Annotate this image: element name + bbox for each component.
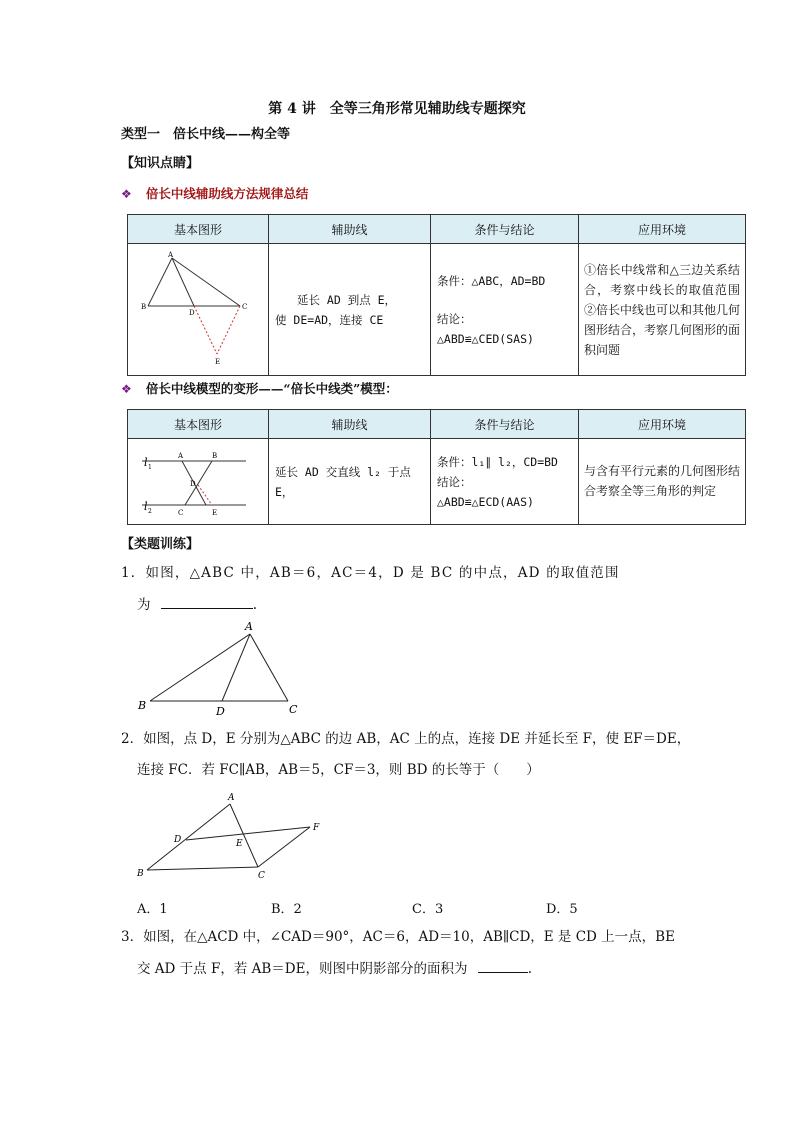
conclusion-label: 结论： <box>437 311 472 326</box>
method-table-1 <box>127 214 746 376</box>
conclusion-label: 结论： <box>437 474 472 489</box>
q3-suffix: . <box>527 961 533 977</box>
condition-cell <box>431 244 579 376</box>
environment-cell <box>579 244 746 376</box>
table-header-row <box>128 410 746 439</box>
conclusion-text: △ABD≌△ECD(AAS) <box>437 494 534 509</box>
condition-text: 条件：△ABC，AD=BD <box>437 273 546 288</box>
fig-label-e: E <box>212 509 218 517</box>
fig-label-a: A <box>245 620 253 633</box>
fig-label-l2: l <box>144 500 148 513</box>
q1-prefix: 为 <box>137 597 151 613</box>
diamond-bullet-icon: ❖ <box>121 187 132 201</box>
q2-option-b[interactable]: B．2 <box>271 902 302 917</box>
conclusion-text: △ABD≌△CED(SAS) <box>437 331 534 346</box>
knowledge-heading: 【知识点睛】 <box>121 156 200 171</box>
fig-label-a: A <box>178 452 184 460</box>
fig-label-d: D <box>174 835 182 845</box>
q2-option-a[interactable]: A．1 <box>137 902 168 917</box>
q3-answer-blank[interactable] <box>478 958 528 973</box>
method-table-2 <box>127 409 746 525</box>
fig-label-c: C <box>178 509 184 517</box>
q1-line-2 <box>137 594 257 615</box>
fig-label-a: A <box>168 251 174 259</box>
q3-line-2 <box>137 958 532 979</box>
q2-figure <box>130 788 330 884</box>
q1-figure <box>130 618 310 720</box>
fig-label-l2-sub: 2 <box>148 508 152 515</box>
bullet-2-title: 倍长中线模型的变形——“倍长中线类”模型： <box>145 381 398 396</box>
table-header-row <box>128 215 746 244</box>
header-aux-line: 辅助线 <box>269 215 431 244</box>
fig-label-d: D <box>216 705 225 718</box>
fig-label-l1: l <box>144 456 148 469</box>
q2-option-c[interactable]: C．3 <box>412 902 444 917</box>
q3-prefix: 交 AD 于点 F，若 AB＝DE，则图中阴影部分的面积为 <box>137 961 468 977</box>
fig-label-b: B <box>212 452 218 460</box>
practice-heading: 【类题训练】 <box>121 537 200 552</box>
header-basic-figure: 基本图形 <box>128 215 269 244</box>
fig-label-e: E <box>236 839 243 849</box>
condition-cell <box>431 439 579 525</box>
figure-cell <box>128 244 269 376</box>
diamond-bullet-icon: ❖ <box>121 382 132 396</box>
fig-label-b: B <box>137 869 144 879</box>
aux-line-text: 延长 AD 交直线 l₂ 于点 E， <box>275 464 411 499</box>
figure-cell <box>128 439 269 525</box>
header-condition: 条件与结论 <box>431 410 579 439</box>
condition-text: 条件：l₁∥ l₂，CD=BD <box>437 454 558 469</box>
fig-label-e: E <box>215 358 221 366</box>
aux-line-cell <box>269 244 431 376</box>
bullet-1 <box>121 184 308 202</box>
parallel-lines-figure <box>128 439 269 521</box>
q2-line-2: 连接 FC．若 FC∥AB，AB＝5，CF＝3，则 BD 的长等于（ ） <box>137 762 540 778</box>
fig-label-c: C <box>289 703 298 716</box>
fig-label-c: C <box>258 871 265 881</box>
fig-label-f: F <box>313 823 320 833</box>
type-heading: 类型一 倍长中线——构全等 <box>121 127 291 142</box>
table-row <box>128 439 746 525</box>
fig-label-d: D <box>189 309 195 317</box>
q1-suffix: . <box>252 597 258 613</box>
page-title: 第 4 讲 全等三角形常见辅助线专题探究 <box>268 101 526 117</box>
header-environment: 应用环境 <box>579 215 746 244</box>
q3-line-1: 3．如图，在△ACD 中，∠CAD＝90°，AC＝6，AD＝10，AB∥CD，E 是 CD 上一点，BE <box>121 929 675 945</box>
header-aux-line: 辅助线 <box>269 410 431 439</box>
aux-line-1: 延长 AD 到点 E， <box>297 292 397 307</box>
header-condition: 条件与结论 <box>431 215 579 244</box>
header-environment: 应用环境 <box>579 410 746 439</box>
fig-label-d: D <box>190 480 196 488</box>
aux-line-2: 使 DE=AD，连接 CE <box>275 312 384 327</box>
fig-label-l1-sub: 1 <box>148 464 152 471</box>
environment-text: 与含有平行元素的几何图形结合考察全等三角形的判定 <box>584 463 741 498</box>
table-row <box>128 244 746 376</box>
header-basic-figure: 基本图形 <box>128 410 269 439</box>
bullet-1-title: 倍长中线辅助线方法规律总结 <box>145 186 309 201</box>
aux-line-cell <box>269 439 431 525</box>
fig-label-c: C <box>242 303 248 311</box>
fig-label-a: A <box>228 793 235 803</box>
q1-line-1: 1．如图，△ABC 中，AB＝6，AC＝4，D 是 BC 的中点，AD 的取值范围 <box>121 565 620 581</box>
fig-label-b: B <box>138 699 147 712</box>
environment-text: ①倍长中线常和△三边关系结合，考察中线长的取值范围 ②倍长中线也可以和其他几何图形结合，考察几何图形的面积问题 <box>584 262 741 357</box>
fig-label-b: B <box>141 303 147 311</box>
bullet-2 <box>121 379 398 397</box>
median-doubling-figure <box>128 244 269 372</box>
environment-cell <box>579 439 746 525</box>
q2-option-d[interactable]: D．5 <box>546 902 578 917</box>
q1-answer-blank[interactable] <box>161 594 253 609</box>
q2-line-1: 2．如图，点 D，E 分别为△ABC 的边 AB，AC 上的点，连接 DE 并延长至 F，使 EF＝DE， <box>121 731 691 747</box>
